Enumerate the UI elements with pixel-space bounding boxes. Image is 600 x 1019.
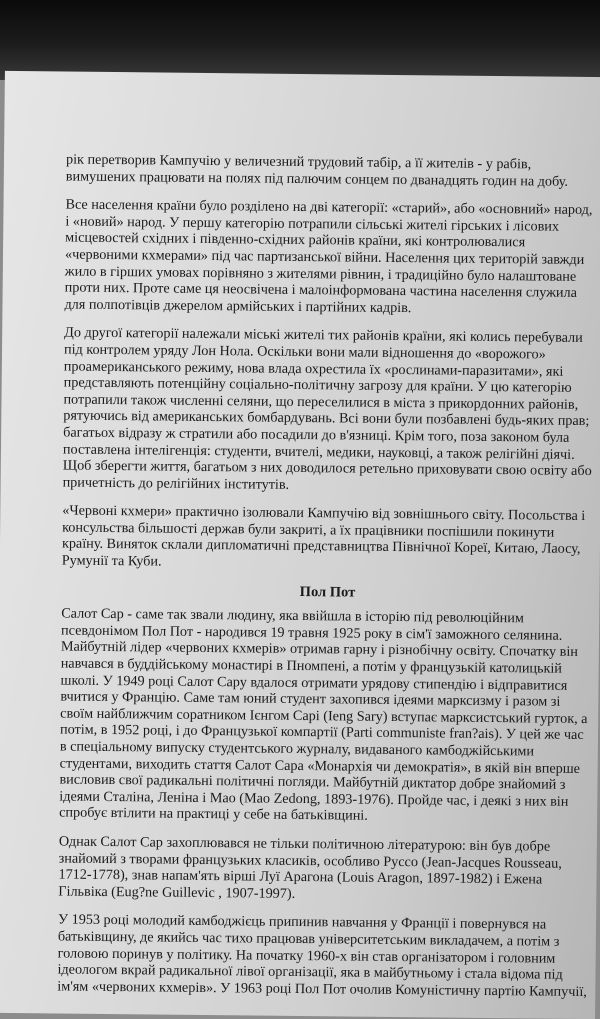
paragraph: рік перетворив Кампучію у величезний трудовий табір, а її жителів - у рабів, вимушених працювати на полях під палючим сонцем по дванадцять годин на добу. (65, 151, 569, 190)
paper-page (0, 71, 600, 1019)
scanner-dark-edge (0, 0, 600, 80)
paragraph: До другої категорії належали міські жителі тих районів країни, які колись перебували під контролем уряду Лон Нола. Оскільки вони мали відношення до «ворожого» проамериканського режиму, нова влада охрестила їх «рослинами-паразитами», які представляють потенційну соціально-політичну загрозу для країни. У цю категорію потрапили також численні селяни, що переселилися в міста з прикордонних районів, рятуючись від американських бомбардувань. Всі вони були позбавлені будь-яких прав; багатьох відразу ж стратили або посадили до в'язниці. Крім того, поза законом була поставлена інтелігенція: студенти, вчителі, медики, науковці, а також релігійні діячі. Щоб зберегти життя, багатьом з них доводилося ретельно приховувати свою освіту або причетність до релігійних інститутів. (62, 324, 592, 493)
paragraph: Однак Салот Сар захоплювався не тільки політичною літературою: він був добре знайомий з творами французьких класиків, особливо Руссо (Jean-Jacques Rousseau, 1712-1778), знав напам'ять вірші Луї Арагона (Louis Aragon, 1897-1982) і Ежена Гільвіка (Eug?ne Guillevic , 1907-1997). (58, 833, 562, 902)
document-body (57, 152, 598, 1013)
paragraph: Все населення країни було розділено на дві категорії: «старий», або «основний» народ, і «новий» народ. У першу категорію потрапили сільські жителі гірських і лісових місцевостей східних і південно-східних районів країни, які контролювалися «червоними кхмерами» під час партизанської війни. Населення цих територій завжди жило в гірших умовах порівняно з жителями рівнин, і традиційно було налаштоване проти них. Проте саме ця неосвічена і малоінформована частина населення служила для полпотівців джерелом армійських і партійних кадрів. (64, 196, 593, 316)
section-heading: Пол Пот (299, 583, 356, 601)
paragraph: «Червоні кхмери» практично ізолювали Кампучію від зовнішнього світу. Посольства і консульства більшості держав були закриті, а їх працівники поспішили покинути країну. Виняток склали дипломатичні представництва Північної Кореї, Китаю, Лаосу, Румунії та Куби. (61, 502, 586, 570)
paragraph: Салот Сар - саме так звали людину, яка ввійшла в історію під революційним псевдонімом Пол Пот - народився 19 травня 1925 року в сім'ї заможного селянина. Майбутній лідер «червоних кхмерів» отримав гарну і різнобічну освіту. Спочатку він навчався в буддійському монастирі в Пномпені, а потім у французькій католицькій школі. У 1949 році Салот Сару вдалося отримати урядову стипендію і відправитися вчитися у Францію. Саме там юний студент захопився ідеями марксизму і разом зі своїм найближчим соратником Ієнгом Сарі (Ieng Sary) вступає марксистський гурток, а потім, в 1952 році, і до Французької компартії (Parti communiste fran?ais). У цей же час в спеціальному випуску студентського журналу, видаваного камбоджійськими студентами, виходить стаття Салот Сара «Монархія чи демократія», в якій він вперше висловив свої радикальні політичні погляди. Майбутній диктатор добре знайомий з ідеями Сталіна, Леніна і Мао (Mao Zedong, 1893-1976). Пройде час, і деякі з них він спробує втілити на практиці у себе на батьківщині. (59, 605, 588, 825)
paragraph: У 1953 році молодий камбоджієць припинив навчання у Франції і повернувся на батьківщину, де якийсь час тихо працював університетським викладачем, а потім з головою поринув у політику. На початку 1960-х він став організатором і головним ідеологом вкрай радикальної лівої організації, яка в майбутньому і стала відома під ім'ям «червоних кхмерів». У 1963 році Пол Пот очолив Комуністичну партію Кампучії, (57, 911, 587, 1000)
